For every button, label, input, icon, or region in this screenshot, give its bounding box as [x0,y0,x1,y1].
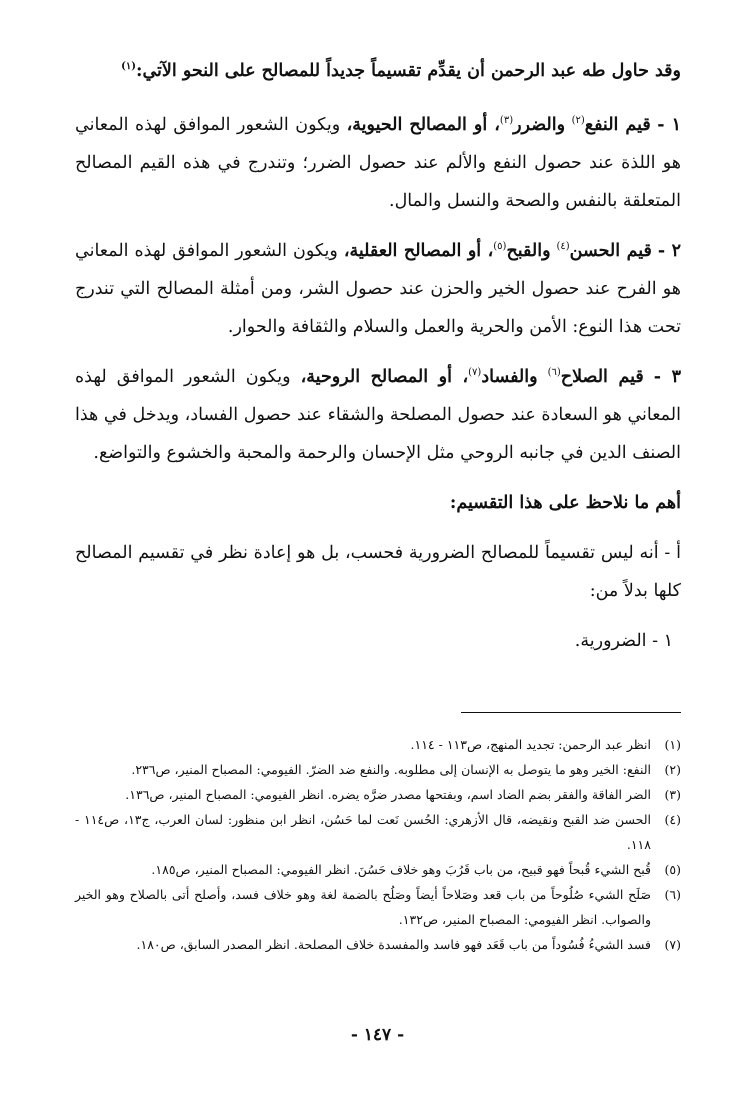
footnote-number: (٢) [664,762,681,777]
value-paragraph-3 [75,358,681,472]
footnote-text: صَلَح الشيء صُلُوحاً من باب قعد وصَلاحاً أيضاً وصَلُح بالضمة لغة وهو خلاف فسد، وأصلح أتى بالصلاح وهو الخير والصواب. انظر الفيومي: المصباح المنير، ص١٣٢. [75,887,651,927]
value-term: والفساد [481,367,538,387]
footnote-ref: (١) [121,61,137,73]
footnote-number: (٧) [664,937,681,952]
footnote-ref: (٣) [499,115,514,127]
footnote-number: (٦) [664,887,681,902]
footnote-number: (١) [664,737,681,752]
main-text [75,52,681,660]
paragraph-body: ويكون الشعور الموافق لهذه المعاني هو الفرح عند حصول الخير والحزن عند حصول الشر، ومن أمثلة المصالح التي تندرج تحت هذا النوع: الأمن والحرية والعمل والسلام والثقافة والحوار. [75,241,681,337]
value-paragraph-2 [75,232,681,346]
footnote-text: الضر الفاقة والفقر بضم الضاد اسم، وبفتحها مصدر ضرَّه يضره. انظر الفيومي: المصباح المنير، ص١٣٦. [125,787,651,802]
paragraph-body: ويكون الشعور الموافق لهذه المعاني هو اللذة عند حصول النفع والألم عند حصول الضرر؛ وتندرج في هذه القيم المصالح المتعلقة بالنفس والصحة والنسل والمال. [75,115,681,211]
footnote [75,932,681,957]
footnote [75,882,681,932]
footnotes [75,732,681,957]
intro-text: وقد حاول طه عبد الرحمن أن يقدِّم تقسيماً جديداً للمصالح على النحو الآتي: [136,61,681,81]
section-heading: أهم ما نلاحظ على هذا التقسيم: [449,493,681,513]
footnote-number: (٣) [664,787,681,802]
footnote-ref: (٧) [468,367,482,379]
paragraph-number: ٣ - [653,367,681,387]
intro-paragraph [75,52,681,90]
paragraph-number: ٢ - [657,241,681,261]
footnote-text: الحسن ضد القبح ونقيضه، قال الأزهري: الحُسن نَعت لما حَسُن، انظر ابن منظور: لسان العرب، ج١٣، ص١١٤ - ١١٨. [75,812,651,852]
footnote-number: (٥) [664,862,681,877]
footnote-text: انظر عبد الرحمن: تجديد المنهج، ص١١٣ - ١١٤. [410,737,651,752]
point-a: أ - أنه ليس تقسيماً للمصالح الضرورية فحسب، بل هو إعادة نظر في تقسيم المصالح كلها بدلاً من: [75,543,681,601]
paragraph-body: ويكون الشعور الموافق لهذه المعاني هو السعادة عند حصول المصلحة والشقاء عند حصول الفساد، ويدخل في هذا الصنف الدين في جانبه الروحي مثل الإحسان والرحمة والمحبة والخشوع والتواضع. [75,367,681,463]
value-paragraph-1 [75,106,681,220]
list-item: ١ - الضرورية. [574,631,673,651]
footnote [75,807,681,857]
value-term: قيم الصلاح [560,367,644,387]
value-title: ، أو المصالح العقلية، [343,241,494,261]
footnote-ref: (٤) [556,241,570,253]
footnote-divider [461,712,681,713]
footnote-text: قُبح الشيء قُبحاً فهو قبيح، من باب قَرُبَ وهو خلاف حَسُنَ. انظر الفيومي: المصباح المنير، ص١٨٥. [151,862,651,877]
footnote [75,732,681,757]
footnote [75,757,681,782]
footnote-text: النفع: الخير وهو ما يتوصل به الإنسان إلى مطلوبه. والنفع ضد الضرّ. الفيومي: المصباح المنير، ص٢٣٦. [131,762,651,777]
footnote-ref: (٢) [571,115,585,127]
value-term: قيم النفع [584,115,651,135]
value-term: والقبح [506,241,551,261]
value-title: ، أو المصالح الروحية، [300,367,469,387]
value-term: والضرر [513,115,566,135]
page-number: - ١٤٧ - [350,1025,405,1045]
value-term: قيم الحسن [569,241,652,261]
footnote-text: فسد الشيءُ فُسُوداً من باب قَعَد فهو فاسد والمفسدة خلاف المصلحة. انظر المصدر السابق، ص١٨٠. [136,937,651,952]
paragraph-number: ١ - [657,115,681,135]
footnote-ref: (٦) [547,367,561,379]
footnote [75,857,681,882]
footnote-number: (٤) [664,812,681,827]
value-title: ، أو المصالح الحيوية، [346,115,500,135]
footnote [75,782,681,807]
footnote-ref: (٥) [493,241,507,253]
